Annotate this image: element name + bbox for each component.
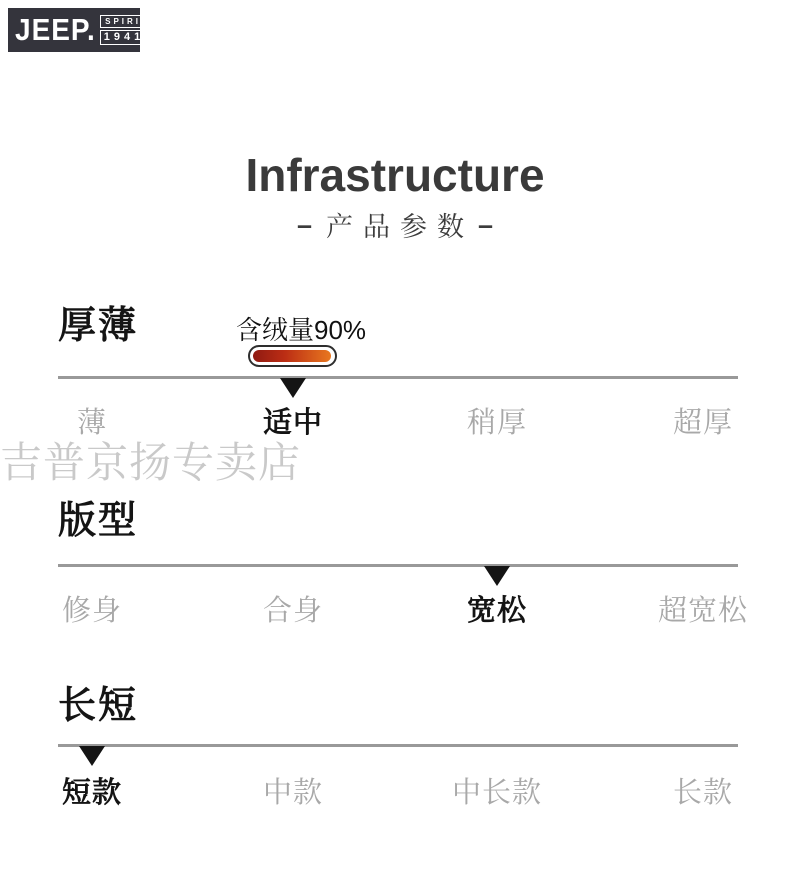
option-extra-loose-fit: 超宽松 — [657, 595, 749, 627]
scale-line-thickness — [58, 376, 738, 379]
subtitle-text: 产品参数 — [326, 212, 474, 242]
jeep-logo — [8, 8, 149, 52]
section-heading-length: 长短 — [58, 685, 139, 727]
option-loose-fit: 宽松 — [466, 595, 528, 627]
option-regular-fit: 合身 — [262, 595, 324, 627]
page-title: Infrastructure — [245, 149, 545, 201]
option-slim-fit: 修身 — [61, 595, 123, 627]
scale-line-fit — [58, 564, 738, 567]
option-medium-length: 中款 — [262, 777, 324, 809]
section-heading-fit: 版型 — [58, 500, 139, 542]
subtitle-right-dash: – — [478, 210, 494, 240]
store-watermark: 吉普京扬专卖店 — [0, 441, 302, 487]
option-short-length: 短款 — [61, 777, 123, 809]
option-medium-thickness: 适中 — [262, 407, 324, 439]
jeep-wordmark: JEEP. — [15, 12, 96, 47]
page-subtitle — [0, 211, 790, 243]
option-thin: 薄 — [76, 407, 108, 439]
option-extra-thick: 超厚 — [672, 407, 734, 439]
section-heading-thickness: 厚薄 — [58, 305, 139, 347]
marker-triangle-length — [79, 746, 105, 766]
marker-triangle-thickness — [280, 378, 306, 398]
logo-side-strip — [147, 30, 152, 45]
down-content-gauge — [248, 345, 337, 367]
option-mid-long-length: 中长款 — [451, 777, 543, 809]
logo-badges — [100, 15, 152, 45]
scale-line-length — [58, 744, 738, 747]
gauge-fill-bar — [253, 350, 331, 362]
subtitle-left-dash: – — [296, 210, 312, 240]
year-badge: 1941 — [100, 30, 145, 45]
spirit-badge: SPIRIT — [100, 15, 152, 28]
option-long-length: 长款 — [672, 777, 734, 809]
down-content-label: 含绒量90% — [236, 315, 367, 345]
option-slightly-thick: 稍厚 — [466, 407, 528, 439]
logo-year-row — [100, 30, 152, 45]
marker-triangle-fit — [484, 566, 510, 586]
